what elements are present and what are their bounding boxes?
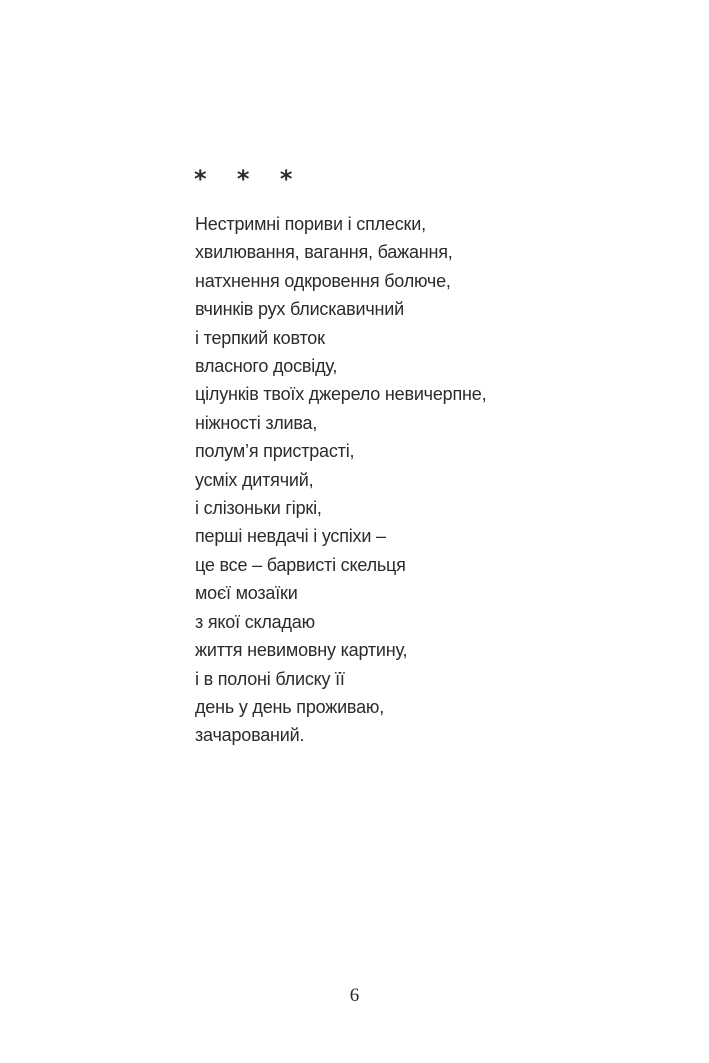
poem-line: зачарований. (195, 725, 305, 746)
poem-line: власного досвіду, (195, 356, 338, 377)
poem-line: усміх дитячий, (195, 469, 314, 490)
poem-line: вчинків рух блискавичний (195, 299, 404, 320)
page-number: 6 (349, 985, 360, 1006)
poem-line: з якої складаю (195, 611, 315, 632)
poem-line: цілунків твоїх джерело невичерпне, (195, 384, 487, 405)
poem-line: моєї мозаїки (195, 583, 298, 604)
poem (195, 210, 486, 750)
poem-line: і терпкий ковток (195, 327, 325, 348)
poem-line: ніжності злива, (195, 412, 318, 433)
poem-line: і слізоньки гіркі, (195, 498, 322, 519)
poem-line: і в полоні блиску її (195, 668, 345, 689)
poem-line: перші невдачі і успіхи – (195, 526, 386, 547)
poem-line: натхнення одкровення болюче, (195, 270, 451, 291)
poem-line: це все – барвисті скельця (195, 554, 406, 575)
poem-line: полум’я пристрасті, (195, 441, 355, 462)
poem-line: Нестримні пориви і сплески, (195, 214, 426, 234)
poem-line: життя невимовну картину, (195, 640, 408, 661)
section-ornament: * * * (194, 165, 304, 193)
poem-line: день у день проживаю, (195, 696, 385, 717)
poem-line: хвилювання, вагання, бажання, (195, 242, 453, 263)
